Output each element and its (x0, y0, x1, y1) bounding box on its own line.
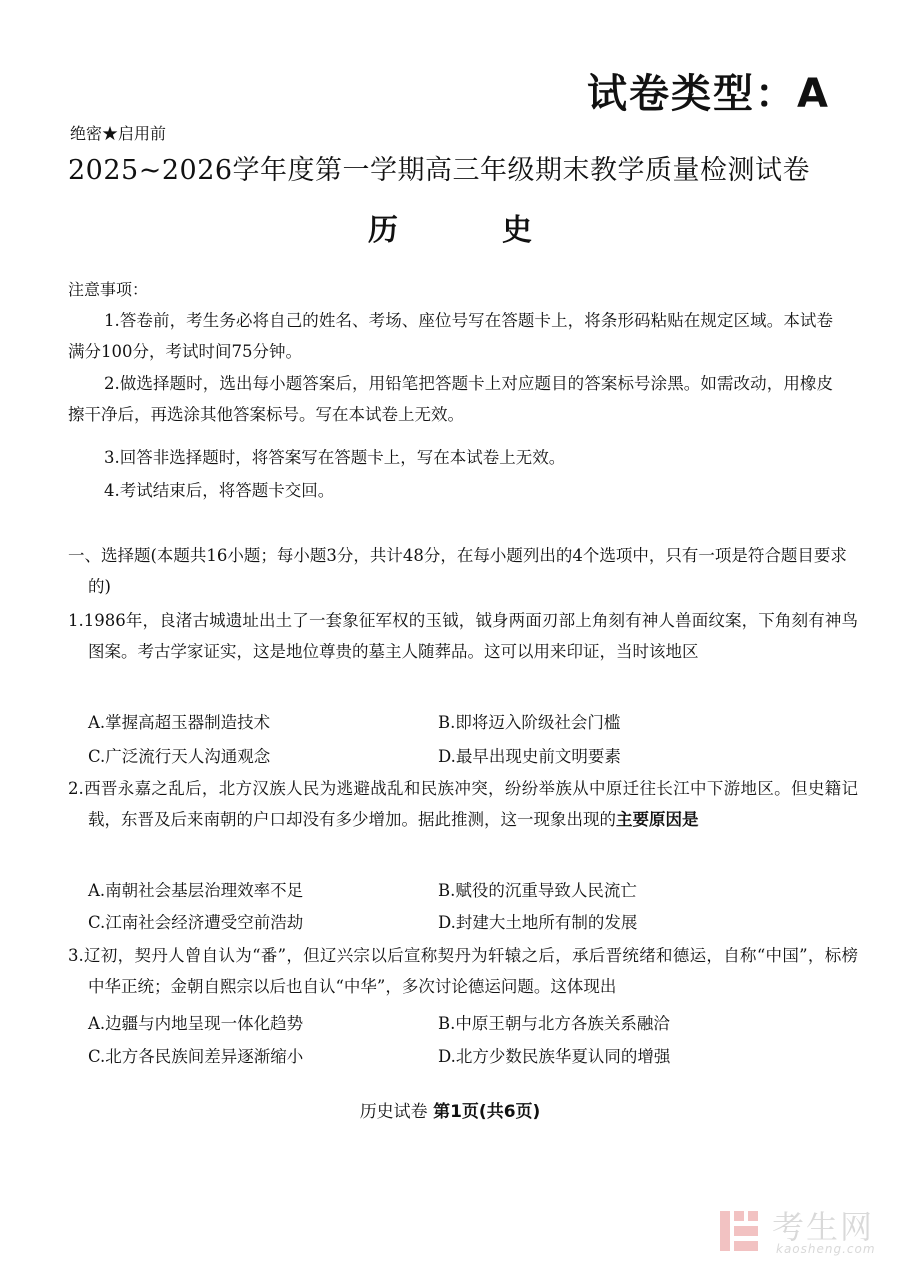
option-c: C.北方各民族间差异逐渐缩小 (88, 1047, 304, 1066)
exam-title: 2025~2026学年度第一学期高三年级期末教学质量检测试卷 (68, 155, 811, 186)
question-emphasis: 主要原因 (616, 810, 682, 829)
paper-type-label: 试卷类型：A (587, 71, 830, 117)
question-text-end: 是 (682, 810, 699, 829)
option-a: A.边疆与内地呈现一体化趋势 (88, 1014, 304, 1033)
subject-char-1: 历 (368, 213, 398, 248)
watermark-name: 考生网 (772, 1208, 875, 1246)
option-a: A.南朝社会基层治理效率不足 (88, 881, 304, 900)
question-text: 3.辽初，契丹人曾自认为“番”，但辽兴宗以后宣称契丹为轩辕之后，承后晋统绪和德运，自称“中国”，标榜中华正统；金朝自熙宗以后也自认“中华”，多次讨论德运问题。这体现出 (68, 946, 858, 996)
option-b: B.中原王朝与北方各族关系融洽 (438, 1014, 670, 1033)
notice-item: 1.答卷前，考生务必将自己的姓名、考场、座位号写在答题卡上，将条形码粘贴在规定区域。本试卷满分100分，考试时间75分钟。 (68, 311, 833, 361)
footer-subject: 历史试卷 (359, 1102, 428, 1122)
option-d: D.封建大土地所有制的发展 (438, 913, 638, 932)
question-text: 2.西晋永嘉之乱后，北方汉族人民为逃避战乱和民族冲突，纷纷举族从中原迁往长江中下游地区。但史籍记载，东晋及后来南朝的户口却没有多少增加。据此推测，这一现象出现的 (68, 779, 858, 829)
confidential-mark: 绝密★启用前 (70, 124, 167, 143)
option-b: B.即将迈入阶级社会门槛 (438, 713, 621, 732)
question-stem (68, 605, 858, 667)
option-d: D.最早出现史前文明要素 (438, 747, 621, 766)
option-d: D.北方少数民族华夏认同的增强 (438, 1047, 671, 1066)
notice-heading: 注意事项： (68, 280, 149, 299)
option-b: B.赋役的沉重导致人民流亡 (438, 881, 637, 900)
question-stem (68, 940, 858, 1002)
subject-char-2: 史 (502, 213, 532, 248)
page-footer (0, 1097, 900, 1122)
footer-page-number: 第1页(共6页) (433, 1102, 541, 1122)
option-a: A.掌握高超玉器制造技术 (88, 713, 271, 732)
watermark-logo-icon (718, 1207, 766, 1255)
notice-item: 3.回答非选择题时，将答案写在答题卡上，写在本试卷上无效。 (104, 448, 566, 467)
option-c: C.广泛流行天人沟通观念 (88, 747, 271, 766)
notice-item: 4.考试结束后，将答题卡交回。 (104, 481, 335, 500)
subject-title (0, 205, 900, 249)
option-c: C.江南社会经济遭受空前浩劫 (88, 913, 304, 932)
question-text: 1.1986年，良渚古城遗址出土了一套象征军权的玉钺，钺身两面刃部上角刻有神人兽面纹案，下角刻有神鸟图案。考古学家证实，这是地位尊贵的墓主人随葬品。这可以用来印证，当时该地区 (68, 611, 858, 661)
notice-item: 2.做选择题时，选出每小题答案后，用铅笔把答题卡上对应题目的答案标号涂黑。如需改动，用橡皮擦干净后，再选涂其他答案标号。写在本试卷上无效。 (68, 374, 833, 424)
question-stem (68, 773, 858, 835)
section-title: 一、选择题(本题共16小题；每小题3分，共计48分，在每小题列出的4个选项中，只有一项是符合题目要求的) (68, 546, 847, 596)
watermark-url: kaosheng.com (776, 1242, 876, 1256)
